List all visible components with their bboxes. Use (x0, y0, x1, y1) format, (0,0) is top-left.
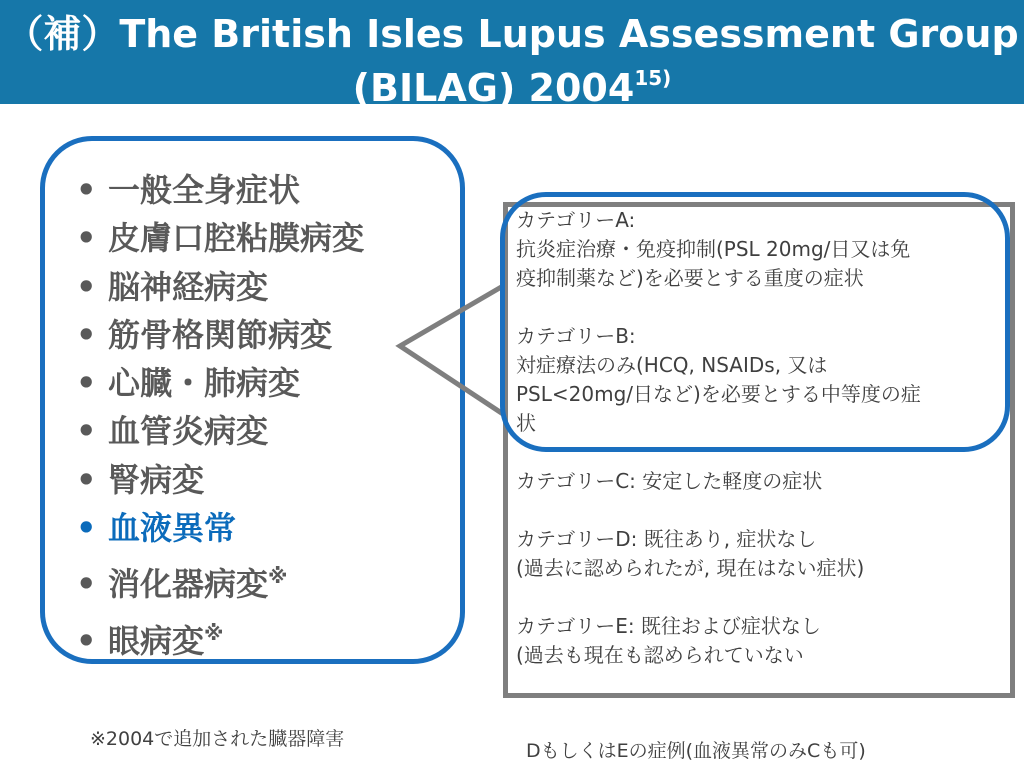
bullet-icon: • (76, 364, 97, 403)
slide-title-main: (BILAG) 2004 (352, 66, 635, 110)
organ-label: 血液異常 (108, 509, 237, 548)
note-mark: ※ (268, 564, 288, 589)
category-b (516, 322, 1006, 438)
category-d (516, 525, 1006, 583)
organ-label: 脳神経病変 (108, 267, 269, 306)
bullet-icon: • (76, 219, 97, 258)
bullet-icon: • (76, 171, 97, 209)
organ-label: 皮膚口腔粘膜病変 (108, 219, 365, 258)
category-list (516, 206, 1006, 670)
category-a-title: カテゴリーA: (516, 208, 636, 232)
organ-label: 腎病変 (108, 460, 205, 499)
organ-label: 一般全身症状 (108, 171, 301, 209)
connector-line (400, 286, 503, 414)
slide-title-line1: （補）The British Isles Lupus Assessment Group (5, 12, 1019, 56)
footnote-criteria: DもしくはEの症例(血液異常のみCも可) (526, 740, 866, 762)
category-b-line3: 状 (516, 411, 536, 435)
organ-label: 眼病変 (108, 621, 205, 660)
bullet-icon: • (76, 509, 97, 548)
category-e-line2: (過去も現在も認められていない (516, 643, 804, 667)
category-b-title: カテゴリーB: (516, 324, 636, 348)
category-d-line1: カテゴリーD: 既往あり, 症状なし (516, 527, 817, 551)
bullet-icon: • (76, 315, 97, 354)
bullet-icon: • (76, 565, 97, 604)
category-d-line2: (過去に認められたが, 現在はない症状) (516, 556, 865, 580)
category-b-line2: PSL<20mg/日など)を必要とする中等度の症 (516, 382, 921, 406)
category-c-line1: カテゴリーC: 安定した軽度の症状 (516, 469, 823, 493)
category-e (516, 612, 1006, 670)
reference-superscript: 15) (634, 66, 672, 90)
footnote-added-organs: ※2004で追加された臓器障害 (90, 728, 345, 750)
bullet-icon: • (76, 460, 97, 499)
category-a-line1: 抗炎症治療・免疫抑制(PSL 20mg/日又は免 (516, 237, 911, 261)
organ-label: 血管炎病変 (108, 412, 269, 451)
bullet-icon: • (76, 267, 97, 306)
organ-label: 筋骨格関節病変 (108, 315, 333, 354)
category-b-line1: 対症療法のみ(HCQ, NSAIDs, 又は (516, 353, 828, 377)
note-mark: ※ (204, 620, 224, 645)
organ-label: 消化器病変 (108, 565, 269, 604)
organ-label: 心臓・肺病変 (108, 364, 301, 403)
category-e-line1: カテゴリーE: 既往および症状なし (516, 614, 821, 638)
category-a-line2: 疫抑制薬など)を必要とする重度の症状 (516, 266, 864, 290)
bullet-icon: • (76, 621, 97, 660)
category-a (516, 206, 1006, 293)
bullet-icon: • (76, 412, 97, 451)
category-c (516, 467, 1006, 496)
